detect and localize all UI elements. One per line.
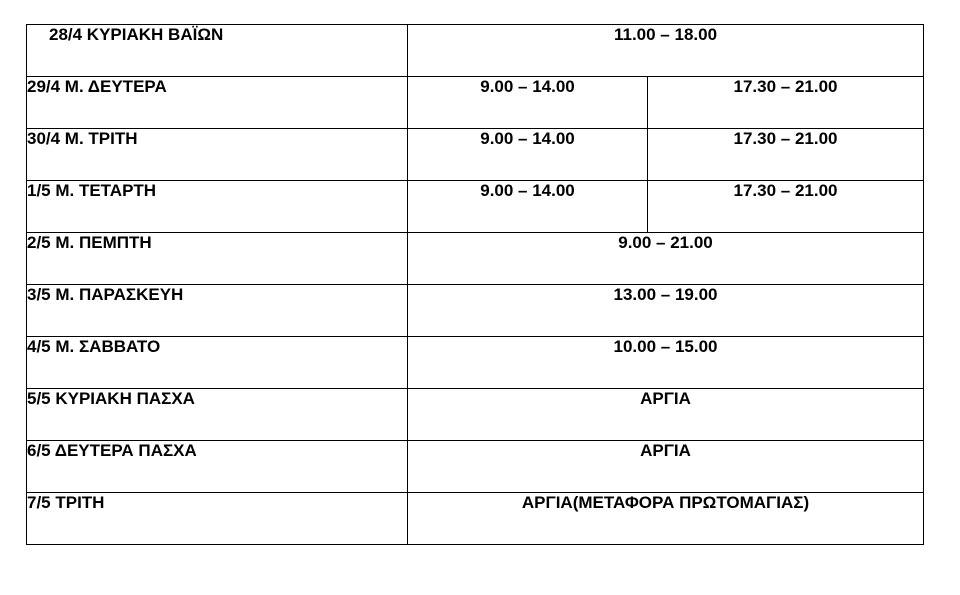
morning-hours-cell: 9.00 – 14.00 — [408, 77, 648, 129]
table-row — [27, 77, 924, 129]
evening-hours-cell: 17.30 – 21.00 — [648, 181, 924, 233]
hours-cell: ΑΡΓΙΑ — [408, 441, 924, 493]
morning-hours-cell: 9.00 – 14.00 — [408, 129, 648, 181]
table-row — [27, 233, 924, 285]
evening-hours-cell: 17.30 – 21.00 — [648, 77, 924, 129]
table-row — [27, 337, 924, 389]
day-cell: 29/4 Μ. ΔΕΥΤΕΡΑ — [27, 77, 408, 129]
table-row — [27, 493, 924, 545]
table-row — [27, 25, 924, 77]
day-cell: 28/4 ΚΥΡΙΑΚΗ ΒΑΪΩΝ — [27, 25, 408, 77]
hours-cell: ΑΡΓΙΑ — [408, 389, 924, 441]
schedule-table — [26, 24, 924, 545]
day-cell: 6/5 ΔΕΥΤΕΡΑ ΠΑΣΧΑ — [27, 441, 408, 493]
day-cell: 30/4 Μ. ΤΡΙΤΗ — [27, 129, 408, 181]
hours-cell: 10.00 – 15.00 — [408, 337, 924, 389]
hours-cell: ΑΡΓΙΑ(ΜΕΤΑΦΟΡΑ ΠΡΩΤΟΜΑΓΙΑΣ) — [408, 493, 924, 545]
morning-hours-cell: 9.00 – 14.00 — [408, 181, 648, 233]
day-cell: 2/5 Μ. ΠΕΜΠΤΗ — [27, 233, 408, 285]
hours-cell: 11.00 – 18.00 — [408, 25, 924, 77]
table-row — [27, 285, 924, 337]
day-cell: 3/5 Μ. ΠΑΡΑΣΚΕΥΗ — [27, 285, 408, 337]
hours-cell: 13.00 – 19.00 — [408, 285, 924, 337]
day-cell: 4/5 Μ. ΣΑΒΒΑΤΟ — [27, 337, 408, 389]
day-cell: 7/5 ΤΡΙΤΗ — [27, 493, 408, 545]
day-cell: 1/5 Μ. ΤΕΤΑΡΤΗ — [27, 181, 408, 233]
hours-cell: 9.00 – 21.00 — [408, 233, 924, 285]
day-cell: 5/5 ΚΥΡΙΑΚΗ ΠΑΣΧΑ — [27, 389, 408, 441]
table-row — [27, 129, 924, 181]
table-row — [27, 441, 924, 493]
evening-hours-cell: 17.30 – 21.00 — [648, 129, 924, 181]
table-row — [27, 181, 924, 233]
table-row — [27, 389, 924, 441]
